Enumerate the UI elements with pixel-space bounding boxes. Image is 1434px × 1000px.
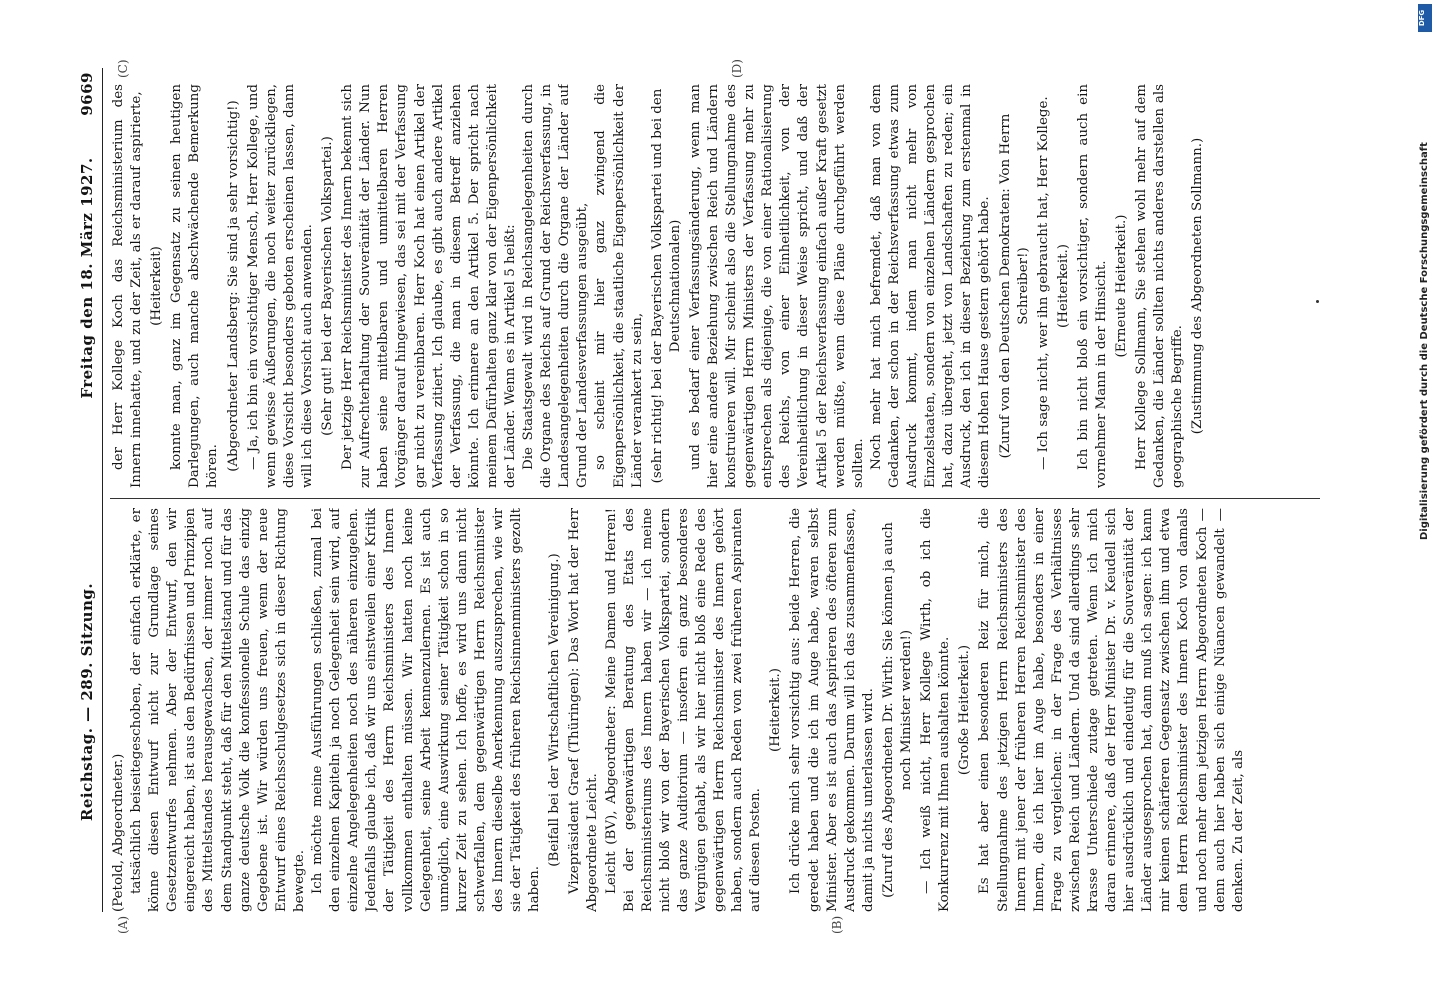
stage-direction: (Abgeordneter Landsberg: Sie sind ja sehr vorsichtig!) — [225, 100, 241, 472]
right-column — [110, 84, 1330, 488]
stage-direction: (Große Heiterkeit.) — [957, 644, 973, 776]
margin-letter-a: (A) — [116, 915, 130, 934]
header-date: Freitag den 18. März 1927. — [78, 157, 96, 399]
stage-direction: (Erneute Heiterkeit.) — [1114, 214, 1130, 358]
running-head-left — [78, 492, 96, 912]
stage-direction: (Heiterkeit.) — [1055, 244, 1071, 328]
stage-direction: (Zustimmung des Abgeordneten Sollmann.) — [1190, 137, 1206, 435]
speaker-heading: (Petold, Abgeordneter.) — [111, 753, 126, 912]
paragraph: Es hat aber einen besonderen Reiz für mich, die Stellungnahme des jetzigen Herrn Reichsministers des Innern mit jener der früheren Herren Reichsminister des Innern, die ich hier im Auge habe, besonders in einer Frage zu vergleichen: in der Frage des Verhältnisses zwischen Reich und Ländern. Und da sind allerdings sehr krasse Unterschiede zutage getreten. Wenn ich mich daran erinnere, daß der Herr Minister Dr. v. Keudell sich hier ausdrücklich und eindeutig für die Souveränität der Länder ausgesprochen hat, dann muß ich sagen: ich kann mir keinen schärferen Gegensatz zwischen ihm und etwa dem Herrn Reichsminister des Innern Koch von damals und noch mehr dem jetzigen Herrn Abgeordneten Koch — denn auch hier haben sich einige Nüancen gewandelt — denken. Zu der Zeit, als — [977, 508, 1246, 912]
rotated-page — [60, 60, 1350, 940]
stage-direction: (sehr richtig! bei der Bayerischen Volkspartei und bei den Deutschnationalen) — [649, 88, 683, 484]
paragraph: — Ja, ich bin ein vorsichtiger Mensch, Herr Kollege, und wenn gewisse Äußerungen, die noch weiter zurückliegen, diese Vorsicht besonders geboten erscheinen lassen, dann will ich diese Vorsicht auch anwenden. — [245, 84, 315, 488]
paragraph: Vizepräsident Graef (Thüringen): Das Wort hat der Herr Abgeordnete Leicht. — [567, 508, 601, 912]
stage-direction: (Zuruf des Abgeordneten Dr. Wirth: Sie können ja auch noch Minister werden!) — [880, 522, 915, 898]
margin-letter-c: (C) — [116, 59, 130, 78]
paragraph: Ich drücke mich sehr vorsichtig aus: beide Herren, die geredet haben und die ich im Auge habe, waren selbst Minister. Aber es ist auch das Aspirieren des öfteren zum Ausdruck gekommen. Darum will ich das zusammenfassen, damit ja nichts unterlassen wird. — [788, 508, 876, 912]
paragraph: Die Staatsgewalt wird in Reichsangelegenheiten durch die Organe des Reichs auf Grund der Reichsverfassung, in Landesangelegenheiten durch die Organe der Länder auf Grund der Landesverfassungen ausgeübt, — [521, 84, 591, 488]
paragraph: der Herr Kollege Koch das Reichsministerium des Innern innehatte, und zu der Zeit, als er darauf aspirierte, — [111, 84, 145, 488]
stage-direction: (Beifall bei der Wirtschaftlichen Vereinigung.) — [547, 553, 563, 867]
header-title: Reichstag. — 289. Sitzung. — [78, 582, 96, 822]
paragraph: Ich möchte meine Ausführungen schließen, zumal bei den einzelnen Kapiteln ja noch Gelegenheit sein wird, auf einzelne Angelegenheiten noch des näheren einzugehen. Jedenfalls glaube ich, daß wir uns einstweilen einer Kritik der Tätigkeit des Herrn Reichsministers des Innern vollkommen enthalten müssen. Wir hatten noch keine Gelegenheit, seine Arbeit kennenzulernen. Es ist auch unmöglich, eine Auswirkung seiner Tätigkeit schon in so kurzer Zeit zu sehen. Ich hoffe, es wird uns dann nicht schwerfallen, dem gegenwärtigen Herrn Reichsminister des Innern dieselbe Anerkennung auszusprechen, wie wir sie der Tätigkeit des früheren Reichsinnenministers gezollt haben. — [310, 508, 543, 912]
digitization-credit: Digitalisierung gefördert durch die Deutsche Forschungsgemeinschaft — [1419, 142, 1430, 540]
paragraph: konnte man, ganz im Gegensatz zu seinen heutigen Darlegungen, auch manche abschwächende Bemerkung hören. — [169, 84, 221, 488]
margin-letter-b: (B) — [830, 915, 844, 934]
column-divider — [110, 498, 1320, 499]
paragraph: und es bedarf einer Verfassungsänderung, wenn man hier eine andere Beziehung zwischen Reich und Ländern konstruieren will. Mir scheint also die Stellungnahme des gegenwärtigen Herrn Ministers der Verfassung mehr zu entsprechen als diejenige, die von einer Rationalisierung des Reichs, von einer Einheitlichkeit, von der Vereinheitlichung in dieser Weise spricht, und daß der Artikel 5 der Reichsverfassung einfach außer Kraft gesetzt werden müßte, wenn diese Pläne durchgeführt werden sollten. — [687, 84, 866, 488]
dfg-logo — [1418, 4, 1432, 32]
stage-direction: (Zuruf von den Deutschen Demokraten: Von Herrn Schreiber!) — [997, 113, 1031, 459]
paragraph: tatsächlich beiseitegeschoben, der einfach erklärte, er könne diesen Entwurf nicht zur Grundlage seines Gesetzentwurfes nehmen. Aber der Entwurf, den wir eingereicht haben, ist aus den Bedürfnissen und Prinzipien des Mittelstandes herausgewachsen, der immer noch auf dem Standpunkt steht, daß für den Mittelstand und für das ganze deutsche Volk die konfessionelle Schule das einzig Gegebene ist. Wir würden uns freuen, wenn der neue Entwurf eines Reichsschulgesetzes sich in dieser Richtung bewegte. — [129, 508, 307, 912]
paragraph: — Ich weiß nicht, Herr Kollege Wirth, ob ich die Konkurrenz mit Ihnen aushalten könnte. — [919, 508, 953, 912]
stage-direction: (Sehr gut! bei der Bayerischen Volkspartei.) — [320, 136, 336, 436]
paragraph: — Ich sage nicht, wer ihn gebraucht hat, Herr Kollege. — [1035, 96, 1051, 470]
left-column — [110, 508, 1330, 912]
paragraph: Leicht (BV), Abgeordneter: Meine Damen und Herren! Bei der gegenwärtigen Beratung des Etats des Reichsministeriums des Innern haben wir — ich meine nicht bloß wir von der Bayerischen Volkspartei, sondern das ganze Auditorium — insofern ein ganz besonderes Vergnügen gehabt, als wir hier nicht bloß eine Rede des gegenwärtigen Herrn Reichsminister des Innern gehört haben, sondern auch Reden von zwei früheren Aspiranten auf diesen Posten. — [603, 508, 764, 912]
stage-direction: (Heiterkeit.) — [768, 668, 784, 752]
running-head-right — [78, 68, 96, 488]
margin-letter-d: (D) — [730, 59, 744, 78]
dfg-logo-text: DFG — [1418, 9, 1427, 27]
page-number: 9669 — [78, 72, 96, 116]
scan-speck — [1316, 300, 1319, 303]
header-rule — [102, 68, 103, 912]
paragraph: Ich bin nicht bloß ein vorsichtiger, sondern auch ein vornehmer Mann in der Hinsicht. — [1075, 84, 1109, 488]
paragraph: Der jetzige Herr Reichsminister des Innern bekennt sich zur Aufrechterhaltung der Souveränität der Länder. Nun haben seine mittelbaren und unmittelbaren Herren Vorgänger darauf hingewiesen, das sei mit der Verfassung gar nicht zu vereinbaren. Herr Koch hat einen Artikel der Verfassung zitiert. Ich glaube, es gibt auch andere Artikel der Verfassung, die man in diesem Betreff anziehen könnte. Ich erinnere an den Artikel 5. Der spricht nach meinem Dafürhalten ganz klar von der Eigenpersönlichkeit der Länder. Wenn es in Artikel 5 heißt: — [340, 84, 518, 488]
paragraph: Noch mehr hat mich befremdet, daß man von dem Gedanken, der schon in der Reichsverfassung etwas zum Ausdruck kommt, indem man nicht mehr von Einzelstaaten, sondern von einzelnen Ländern gesprochen hat, dazu übergeht, jetzt von Landschaften zu reden; ein Ausdruck, den ich in dieser Beziehung zum erstenmal in diesem Hohen Hause gestern gehört habe. — [868, 84, 993, 488]
paragraph: so scheint mir hier ganz zwingend die Eigenpersönlichkeit, die staatliche Eigenpersönlichkeit der Länder verankert zu sein, — [593, 84, 645, 488]
paragraph: Herr Kollege Sollmann, Sie stehen wohl mehr auf dem Gedanken, die Länder sollten nichts anderes darstellen als geographische Begriffe. — [1134, 84, 1186, 488]
stage-direction: (Heiterkeit) — [149, 246, 165, 326]
